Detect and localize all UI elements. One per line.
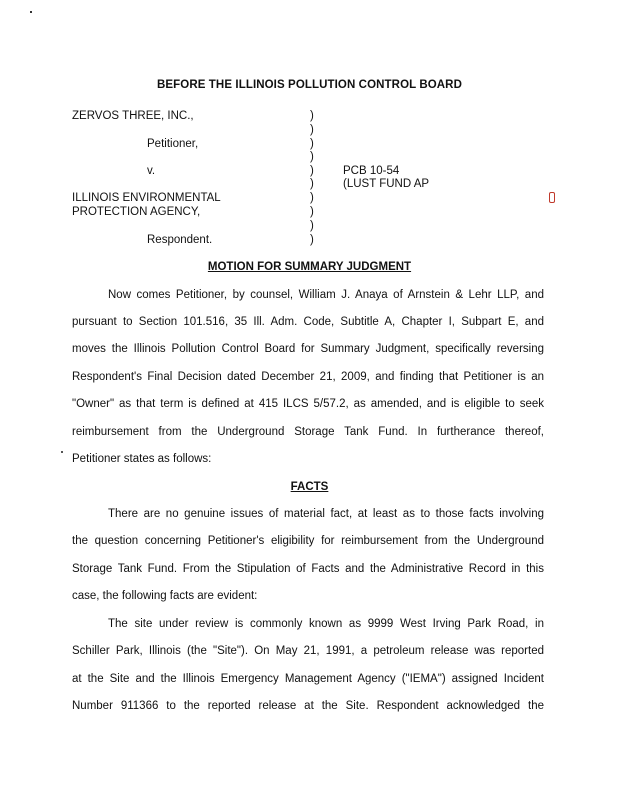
caption-paren: ) [310,178,314,190]
motion-title: MOTION FOR SUMMARY JUDGMENT [207,261,412,273]
body-line: Number 911366 to the reported release at the Site. Respondent acknowledged the [72,700,544,712]
scan-speck-left [61,451,63,453]
red-stamp-mark [549,192,555,203]
caption-paren: ) [310,220,314,232]
body-line: reimbursement from the Underground Storage Tank Fund. In furtherance thereof, [72,426,544,438]
respondent-role: Respondent. [147,234,213,246]
caption-paren: ) [310,165,314,177]
caption-paren: ) [310,192,314,204]
caption-paren: ) [310,151,314,163]
court-header: BEFORE THE ILLINOIS POLLUTION CONTROL BOARD [156,79,462,91]
petitioner-role: Petitioner, [147,138,199,150]
body-line: "Owner" as that term is defined at 415 ILCS 5/57.2, as amended, and is eligible to seek [72,398,544,410]
body-line: The site under review is commonly known as 9999 West Irving Park Road, in [108,618,544,630]
respondent-name-line1: ILLINOIS ENVIRONMENTAL [72,192,221,204]
caption-paren: ) [310,234,314,246]
versus-label: v. [147,165,156,177]
facts-heading: FACTS [290,481,329,493]
body-line: There are no genuine issues of material fact, at least as to those facts involving [108,508,544,520]
body-line: pursuant to Section 101.516, 35 Ill. Adm. Code, Subtitle A, Chapter I, Subpart E, and [72,316,544,328]
body-line: Now comes Petitioner, by counsel, William J. Anaya of Arnstein & Lehr LLP, and [108,289,544,301]
case-number: PCB 10-54 [343,165,400,177]
body-line: case, the following facts are evident: [72,590,258,602]
body-line: at the Site and the Illinois Emergency Management Agency ("IEMA") assigned Incident [72,673,544,685]
body-line: Respondent's Final Decision dated December 21, 2009, and finding that Petitioner is an [72,371,544,383]
caption-paren: ) [310,110,314,122]
body-line: Petitioner states as follows: [72,453,212,465]
case-type: (LUST FUND AP [343,178,430,190]
scan-speck-top [30,11,32,13]
respondent-name-line2: PROTECTION AGENCY, [72,206,201,218]
caption-paren: ) [310,138,314,150]
body-line: the question concerning Petitioner's eligibility for reimbursement from the Underground [72,535,544,547]
caption-paren: ) [310,124,314,136]
body-line: Storage Tank Fund. From the Stipulation of Facts and the Administrative Record in this [72,563,544,575]
body-line: moves the Illinois Pollution Control Board for Summary Judgment, specifically reversing [72,343,544,355]
body-line: Schiller Park, Illinois (the "Site"). On May 21, 1991, a petroleum release was reported [72,645,544,657]
caption-paren: ) [310,206,314,218]
petitioner-name: ZERVOS THREE, INC., [72,110,194,122]
